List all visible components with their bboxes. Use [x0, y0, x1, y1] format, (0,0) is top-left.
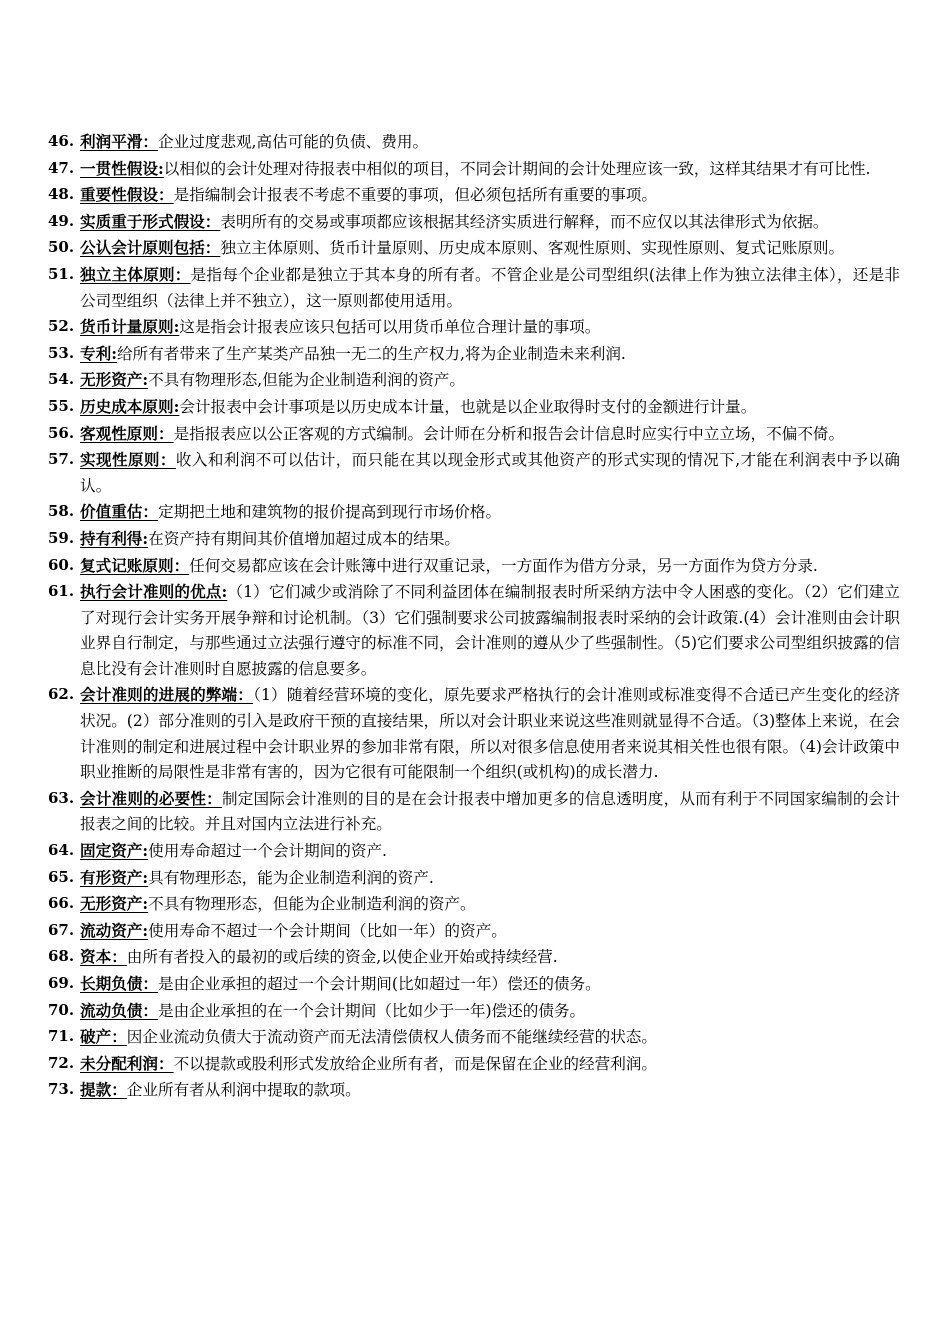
entry-number: 67. — [48, 920, 75, 939]
glossary-entry — [48, 865, 900, 892]
glossary-entry — [48, 367, 900, 394]
glossary-entry — [48, 579, 900, 682]
entry-number: 61. — [48, 582, 75, 601]
entry-term: 执行会计准则的优点: — [80, 582, 228, 602]
glossary-entry — [48, 971, 900, 998]
entry-definition: 制定国际会计准则的目的是在会计报表中增加更多的信息透明度，从而有利于不同国家编制的会计报表之间的比较。并且对国内立法进行补充。 — [80, 789, 900, 834]
entry-definition: 独立主体原则、货币计量原则、历史成本原则、客观性原则、实现性原则、复式记账原则。 — [220, 239, 845, 258]
entry-definition: 使用寿命不超过一个会计期间（比如一年）的资产。 — [148, 921, 507, 940]
entry-term: 货币计量原则: — [80, 317, 180, 337]
entry-number: 56. — [48, 423, 75, 442]
glossary-entry — [48, 314, 900, 341]
entry-definition: 是指每个企业都是独立于其本身的所有者。不管企业是公司型组织(法律上作为独立法律主体），还是非公司型组织（法律上并不独立），这一原则都使用适用。 — [80, 265, 900, 310]
entry-term: 固定资产: — [80, 841, 149, 861]
entry-definition: 在资产持有期间其价值增加超过成本的结果。 — [148, 529, 461, 548]
entry-number: 46. — [48, 132, 75, 150]
entry-term: 一贯性假设: — [80, 158, 164, 178]
entry-number: 57. — [48, 450, 75, 469]
glossary-entry — [48, 341, 900, 368]
entry-definition: 收入和利润不可以估计，而只能在其以现金形式或其他资产的形式实现的情况下,才能在利润表中予以确认。 — [80, 451, 900, 495]
glossary-entry — [48, 129, 900, 156]
entry-definition: 是由企业承担的在一个会计期间（比如少于一年)偿还的债务。 — [157, 1001, 586, 1020]
glossary-entry — [48, 447, 900, 499]
entry-definition: （1）随着经营环境的变化，原先要求严格执行的会计准则或标准变得不合适已产生变化的经济状况。(2）部分准则的引入是政府干预的直接结果，所以对会计职业来说这些准则就显得不合适。（3)整体上来说，在会计准则的制定和进展过程中会计职业界的参加非常有限，所以对很多信息使用者来说其相关性也很有限。（4)会计政策中职业推断的局限性是非常有害的，因为它很有可能限制一个组织(或机构)的成长潜力. — [80, 686, 900, 782]
entry-number: 58. — [48, 502, 75, 521]
entry-term: 历史成本原则: — [80, 396, 180, 416]
entry-number: 52. — [48, 317, 75, 336]
entry-term: 客观性原则： — [80, 423, 174, 443]
entry-term: 流动资产: — [80, 920, 149, 940]
glossary-entry — [48, 209, 900, 236]
entry-definition: （1）它们减少或消除了不同利益团体在编制报表时所采纳方法中令人困惑的变化。（2）它们建立了对现行会计实务开展争辩和讨论机制。（3）它们强制要求公司披露编制报表时采纳的会计政策.(4）会计准则由会计职业界自行制定，与那些通过立法强行遵守的标准不同，会计准则的遵从少了些强制性。（5)它们要求公司型组织披露的信息比没有会计准则时自愿披露的信息要多。 — [80, 583, 900, 678]
entry-term: 长期负债： — [80, 974, 158, 993]
entry-term: 实现性原则： — [80, 450, 176, 470]
entry-definition: 这是指会计报表应该只包括可以用货币单位合理计量的事项。 — [179, 318, 601, 337]
entry-term: 持有利得: — [80, 528, 149, 548]
glossary-entry — [48, 891, 900, 918]
entry-definition: 企业过度悲观,高估可能的负债、费用。 — [157, 133, 429, 151]
glossary-entry — [48, 235, 900, 262]
entry-term: 公认会计原则包括： — [80, 238, 221, 258]
entry-term: 实质重于形式假设： — [80, 211, 221, 231]
entry-term: 无形资产: — [80, 370, 149, 390]
entry-definition: 给所有者带来了生产某类产品独一无二的生产权力,将为企业制造未来利润. — [116, 344, 626, 363]
entry-definition: 使用寿命超过一个会计期间的资产. — [148, 842, 388, 861]
entry-term: 独立主体原则： — [80, 264, 191, 284]
entry-definition: 因企业流动负债大于流动资产而无法清偿债权人债务而不能继续经营的状态。 — [126, 1028, 657, 1047]
entry-term: 专利: — [80, 343, 117, 363]
glossary-entry — [48, 1051, 900, 1078]
entry-number: 64. — [48, 841, 75, 860]
entry-definition: 任何交易都应该在会计账簿中进行双重记录，一方面作为借方分录，另一方面作为贷方分录. — [189, 556, 818, 575]
glossary-entry — [48, 553, 900, 580]
glossary-entry — [48, 499, 900, 526]
entry-number: 60. — [48, 555, 75, 574]
entry-definition: 是指报表应以公正客观的方式编制。会计师在分析和报告会计信息时应实行中立立场，不偏不倚。 — [173, 424, 845, 443]
glossary-list — [48, 129, 900, 1104]
entry-number: 66. — [48, 894, 75, 913]
entry-number: 62. — [48, 685, 75, 704]
glossary-entry — [48, 1024, 900, 1051]
entry-definition: 表明所有的交易或事项都应该根据其经济实质进行解释，而不应仅以其法律形式为依据。 — [220, 212, 829, 231]
glossary-entry — [48, 918, 900, 945]
glossary-entry — [48, 182, 900, 209]
entry-number: 65. — [48, 867, 75, 886]
entry-term: 破产： — [80, 1027, 127, 1047]
entry-number: 73. — [48, 1080, 75, 1099]
entry-definition: 由所有者投入的最初的或后续的资金,以使企业开始或持续经营. — [126, 948, 558, 967]
entry-term: 会计准则的必要性： — [80, 788, 222, 808]
entry-term: 提款： — [80, 1080, 127, 1100]
entry-definition: 会计报表中会计事项是以历史成本计量，也就是以企业取得时支付的金额进行计量。 — [179, 397, 757, 416]
entry-term: 流动负债： — [80, 1000, 158, 1020]
glossary-entry — [48, 262, 900, 314]
glossary-entry — [48, 156, 900, 183]
entry-term: 资本： — [80, 947, 127, 967]
entry-term: 重要性假设： — [80, 185, 174, 205]
entry-definition: 不以提款或股利形式发放给企业所有者，而是保留在企业的经营利润。 — [173, 1054, 657, 1073]
entry-definition: 具有物理形态，能为企业制造利润的资产. — [148, 868, 434, 887]
entry-definition: 以相似的会计处理对待报表中相似的项目，不同会计期间的会计处理应该一致，这样其结果才有可比性. — [163, 159, 871, 178]
entry-term: 有形资产: — [80, 867, 149, 887]
entry-number: 48. — [48, 185, 75, 204]
entry-definition: 是由企业承担的超过一个会计期间(比如超过一年）偿还的债务。 — [157, 975, 601, 993]
glossary-entry — [48, 421, 900, 448]
entry-term: 复式记账原则： — [80, 555, 190, 575]
entry-number: 63. — [48, 788, 75, 807]
entry-number: 70. — [48, 1000, 75, 1019]
entry-definition: 企业所有者从利润中提取的款项。 — [126, 1081, 361, 1100]
entry-number: 71. — [48, 1027, 75, 1046]
entry-number: 50. — [48, 238, 75, 257]
entry-definition: 不具有物理形态,但能为企业制造利润的资产。 — [148, 371, 465, 390]
entry-number: 53. — [48, 343, 75, 362]
entry-definition: 定期把土地和建筑物的报价提高到现行市场价格。 — [157, 503, 502, 522]
entry-term: 会计准则的进展的弊端： — [80, 685, 254, 705]
entry-term: 利润平滑： — [80, 132, 158, 151]
entry-number: 68. — [48, 947, 75, 966]
entry-number: 47. — [48, 158, 75, 177]
entry-definition: 是指编制会计报表不考虑不重要的事项，但必须包括所有重要的事项。 — [173, 186, 657, 205]
entry-number: 72. — [48, 1053, 75, 1072]
entry-term: 无形资产: — [80, 894, 149, 914]
glossary-entry — [48, 394, 900, 421]
glossary-entry — [48, 786, 900, 838]
entry-number: 49. — [48, 211, 75, 230]
entry-number: 59. — [48, 528, 75, 547]
entry-definition: 不具有物理形态，但能为企业制造利润的资产。 — [148, 895, 476, 914]
entry-term: 价值重估： — [80, 502, 158, 522]
glossary-entry — [48, 682, 900, 785]
glossary-entry — [48, 526, 900, 553]
glossary-entry — [48, 1077, 900, 1104]
glossary-entry — [48, 838, 900, 865]
entry-number: 55. — [48, 396, 75, 415]
glossary-entry — [48, 944, 900, 971]
entry-term: 未分配利润： — [80, 1053, 174, 1073]
entry-number: 54. — [48, 370, 75, 389]
entry-number: 51. — [48, 264, 75, 283]
entry-number: 69. — [48, 974, 75, 992]
glossary-entry — [48, 998, 900, 1025]
